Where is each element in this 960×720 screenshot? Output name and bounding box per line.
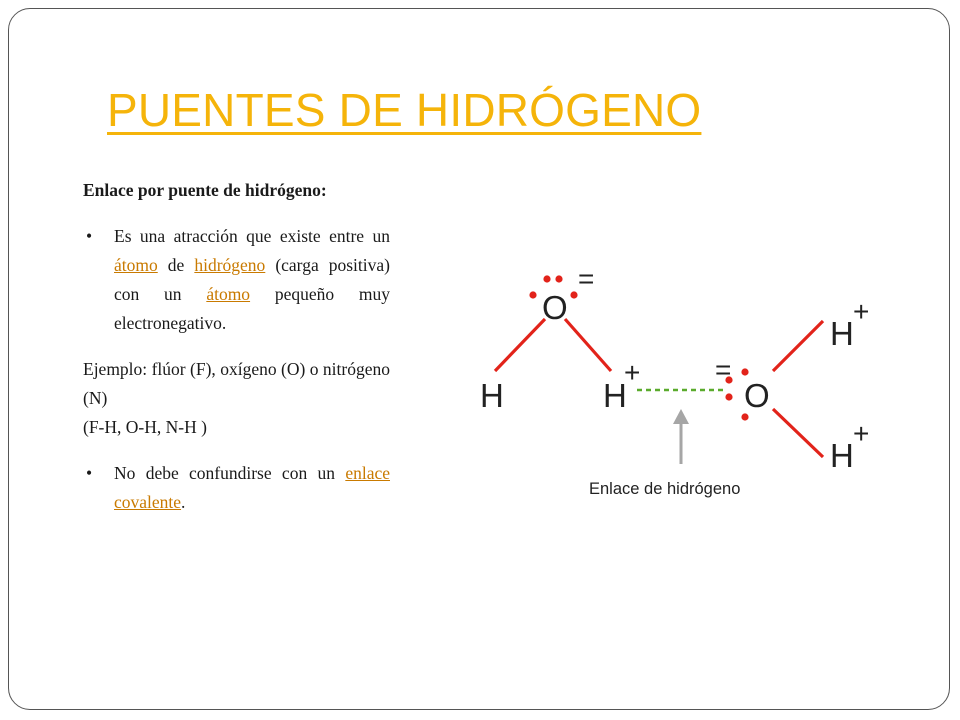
bullet-definition	[83, 222, 390, 338]
hydrogen-atom-label: H	[480, 377, 504, 414]
link-atomo[interactable]: átomo	[114, 255, 158, 275]
bullet-warning	[83, 459, 390, 517]
text-segment: (carga positiva) con un	[114, 255, 390, 304]
bullet-marker: •	[86, 463, 93, 483]
covalent-bond	[565, 319, 611, 371]
partial-charge-sign: =	[715, 354, 732, 385]
partial-charge-sign: +	[853, 418, 870, 449]
lone-pair-dot	[555, 275, 562, 282]
text-segment: pequeño muy electronegativo.	[114, 284, 390, 333]
partial-charge-sign: +	[853, 296, 870, 327]
covalent-bond	[773, 321, 823, 371]
example-text: Ejemplo: flúor (F), oxígeno (O) o nitrógeno (N)	[83, 359, 390, 408]
lone-pair-dot	[570, 291, 577, 298]
text-segment: .	[181, 492, 186, 512]
bullet-marker: •	[86, 226, 93, 246]
link-enlace-covalente[interactable]: enlace covalente	[114, 463, 390, 512]
lone-pair-dot	[529, 291, 536, 298]
slide-title: PUENTES DE HIDRÓGENO	[107, 84, 702, 136]
text-column	[83, 176, 390, 534]
diagram-caption: Enlace de hidrógeno	[589, 480, 741, 498]
link-hidrogeno[interactable]: hidrógeno	[194, 255, 266, 275]
oxygen-atom-label: O	[542, 289, 568, 326]
bullet-definition-text	[114, 222, 390, 338]
link-atomo-2[interactable]: átomo	[206, 284, 251, 304]
partial-charge-sign: =	[578, 263, 595, 294]
slide	[8, 8, 950, 710]
section-heading: Enlace por puente de hidrógeno:	[83, 180, 327, 200]
text-segment: Es una atracción que existe entre un	[114, 226, 390, 246]
lone-pair-dot	[543, 275, 550, 282]
lone-pair-dot	[725, 393, 732, 400]
text-segment: de	[157, 255, 195, 275]
hydrogen-bond-diagram	[473, 259, 873, 509]
hydrogen-atom-label: H	[830, 315, 854, 352]
oxygen-atom-label: O	[744, 377, 770, 414]
lone-pair-dot	[741, 413, 748, 420]
partial-charge-sign: +	[624, 357, 641, 388]
text-segment: No debe confundirse con un	[114, 463, 346, 483]
hydrogen-atom-label: H	[603, 377, 627, 414]
bullet-warning-text	[114, 459, 390, 517]
example-formulas: (F-H, O-H, N-H )	[83, 417, 207, 437]
covalent-bond	[773, 409, 823, 457]
covalent-bond	[495, 319, 545, 371]
arrow-up-icon	[673, 409, 689, 424]
hydrogen-atom-label: H	[830, 437, 854, 474]
lone-pair-dot	[741, 368, 748, 375]
